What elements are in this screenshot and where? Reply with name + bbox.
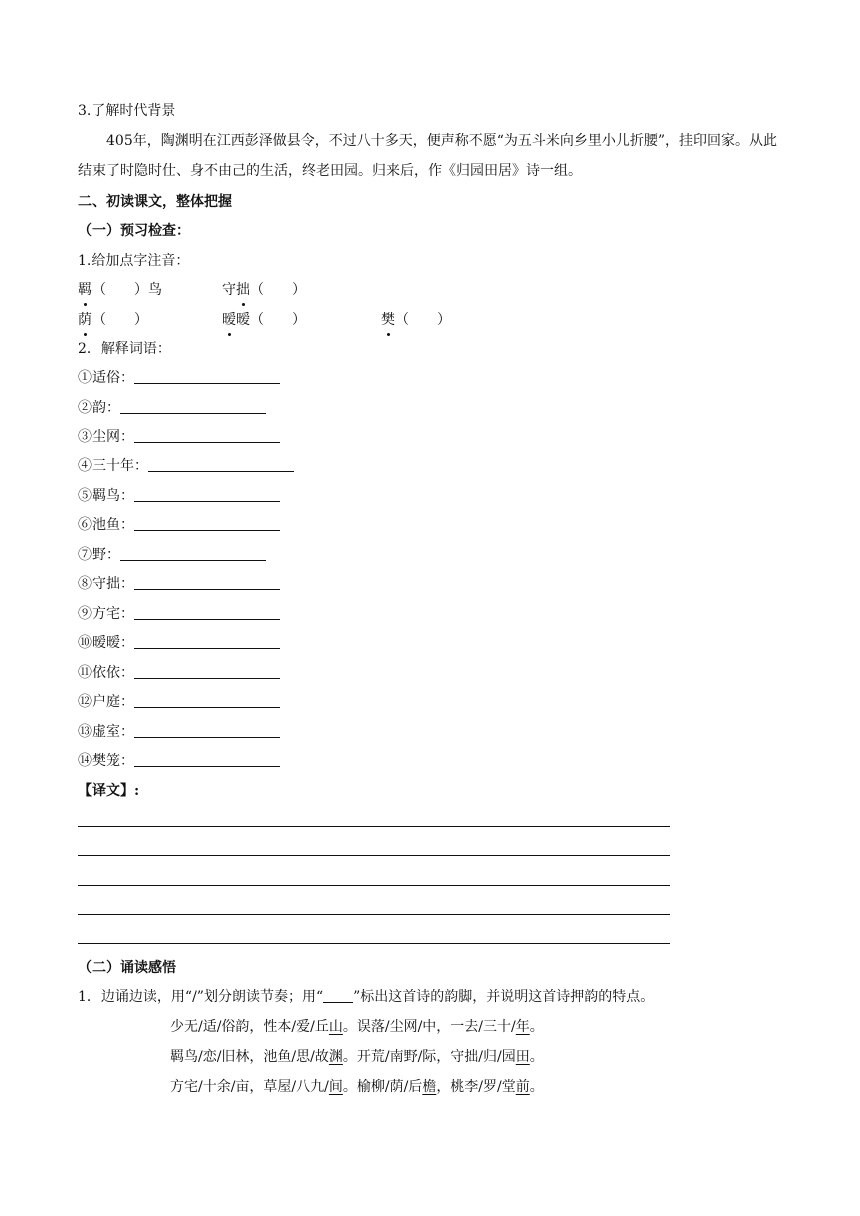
answer-blank[interactable] xyxy=(134,723,280,738)
vocab-item: ⑧守拙： xyxy=(78,574,280,594)
vocab-item: ⑪依依： xyxy=(78,663,280,683)
rhyme-word: 年 xyxy=(515,1019,530,1035)
dotted-char: 羁 xyxy=(78,282,92,298)
vocab-item: ④三十年： xyxy=(78,456,294,476)
vocab-item: ⑫户庭： xyxy=(78,692,280,712)
vocab-item: ⑦野： xyxy=(78,545,266,565)
vocab-question-title: 2．解释词语： xyxy=(78,341,171,357)
section-3-title: 3.了解时代背景 xyxy=(78,103,176,119)
answer-blank[interactable] xyxy=(134,693,280,708)
rhyme-word: 前 xyxy=(515,1079,530,1095)
vocab-item: ①适俗： xyxy=(78,368,280,388)
dotted-char: 暧 xyxy=(222,312,236,328)
part-2-title: 二、初读课文，整体把握 xyxy=(78,194,232,210)
pinyin-question-title: 1.给加点字注音： xyxy=(78,253,190,269)
pinyin-item-5: 樊（ ） xyxy=(381,312,451,328)
answer-blank[interactable] xyxy=(134,605,280,620)
vocab-item: ③尘网： xyxy=(78,427,280,447)
vocab-item: ⑬虚室： xyxy=(78,722,280,742)
pinyin-item-3: 荫（ ） xyxy=(78,312,148,328)
background-paragraph: 405年，陶渊明在江西彭泽做县令，不过八十多天，便声称不愿“为五斗米向乡里小儿折腰”，挂印回家。从此结束了时隐时仕、身不由己的生活，终老田园。归来后，作《归园田居》诗一组。 xyxy=(78,133,778,179)
vocab-item: ⑥池鱼： xyxy=(78,515,280,535)
answer-blank[interactable] xyxy=(148,457,294,472)
underline-sample xyxy=(323,988,353,1003)
vocab-item: ⑨方宅： xyxy=(78,604,280,624)
rhyme-word: 田 xyxy=(515,1049,530,1065)
answer-blank[interactable] xyxy=(134,428,280,443)
rhyme-word: 间 xyxy=(328,1079,343,1095)
answer-blank[interactable] xyxy=(120,399,266,414)
vocab-item: ②韵： xyxy=(78,398,266,418)
pinyin-item-4: 暧暧（ ） xyxy=(222,312,306,328)
vocab-item: ⑩暧暧： xyxy=(78,633,280,653)
answer-blank[interactable] xyxy=(134,634,280,649)
pinyin-item-1: 羁（ ）鸟 xyxy=(78,282,162,298)
translation-line[interactable] xyxy=(78,885,670,886)
poem-line-1: 少无/适/俗韵，性本/爱/丘山。误落/尘网/中，一去/三十/年。 xyxy=(170,1019,544,1035)
translation-line[interactable] xyxy=(78,943,670,944)
answer-blank[interactable] xyxy=(134,664,280,679)
rhyme-word: 渊 xyxy=(328,1049,343,1065)
translation-line[interactable] xyxy=(78,914,670,915)
poem-line-3: 方宅/十余/亩，草屋/八九/间。榆柳/荫/后檐，桃李/罗/堂前。 xyxy=(170,1079,544,1095)
reading-section-title: （二）诵读感悟 xyxy=(78,960,176,976)
reading-question: 1．边诵边读，用“/”划分朗读节奏；用“ ”标出这首诗的韵脚，并说明这首诗押韵的特点。 xyxy=(78,989,655,1005)
answer-blank[interactable] xyxy=(134,516,280,531)
answer-blank[interactable] xyxy=(134,752,280,767)
answer-blank[interactable] xyxy=(134,369,280,384)
answer-blank[interactable] xyxy=(134,487,280,502)
rhyme-word: 山 xyxy=(328,1019,343,1035)
answer-blank[interactable] xyxy=(134,575,280,590)
translation-label: 【译文】: xyxy=(78,783,140,799)
poem-line-2: 羁鸟/恋/旧林，池鱼/思/故渊。开荒/南野/际，守拙/归/园田。 xyxy=(170,1049,544,1065)
dotted-char: 拙 xyxy=(236,282,250,298)
dotted-char: 荫 xyxy=(78,312,92,328)
rhyme-word: 檐 xyxy=(422,1079,437,1095)
translation-line[interactable] xyxy=(78,826,670,827)
preview-check-title: （一）预习检查： xyxy=(78,223,190,239)
pinyin-item-2: 守拙（ ） xyxy=(222,282,306,298)
vocab-item: ⑭樊笼： xyxy=(78,751,280,771)
dotted-char: 樊 xyxy=(381,312,395,328)
translation-line[interactable] xyxy=(78,855,670,856)
vocab-item: ⑤羁鸟： xyxy=(78,486,280,506)
answer-blank[interactable] xyxy=(120,546,266,561)
